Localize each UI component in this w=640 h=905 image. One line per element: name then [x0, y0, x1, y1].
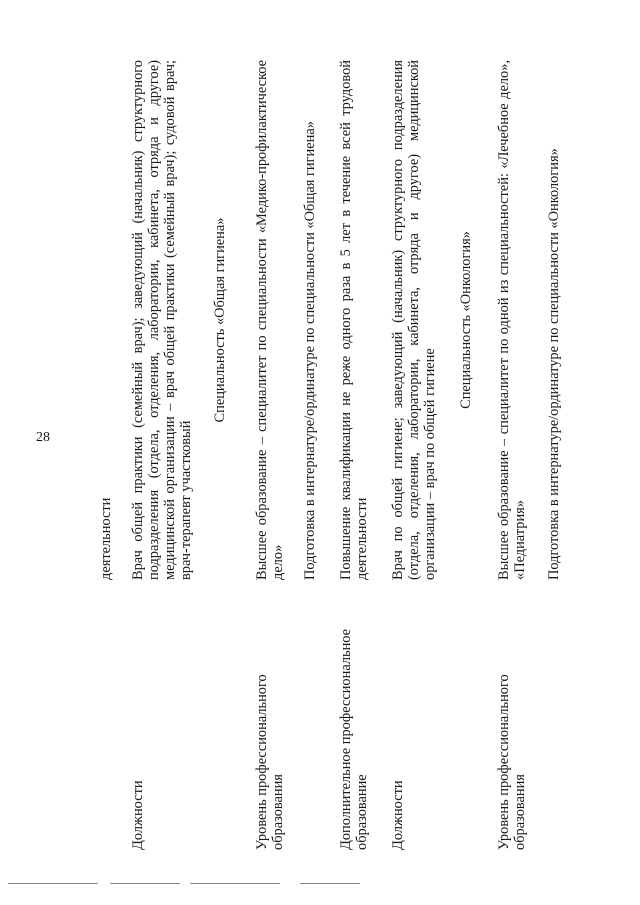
general-hygiene-positions: Врач по общей гигиене; заведующий (начальник) структурного подразделения (отдела, отделения, лаборатории, кабинета, отряда и другое) медицинской организации – врач по общей гигиене [390, 60, 438, 580]
general-hygiene-education: Высшее образование – специалитет по специальности «Медико-профилактическое дело» [254, 60, 286, 580]
oncology-education: Высшее образование – специалитет по одной из специальностей: «Лечебное дело», «Педиатрия» [496, 60, 528, 580]
continuation-text: деятельности [98, 497, 114, 580]
general-hygiene-additional: Повышение квалификации не реже одного раза в 5 лет в течение всей трудовой деятельности [338, 60, 370, 580]
specialty-header-general-hygiene: Специальность «Общая гигиена» [212, 217, 228, 423]
positions-label: Должности [390, 780, 406, 850]
additional-education-label: Дополнительное профессиональное образование [338, 628, 370, 850]
positions-label: Должности [130, 780, 146, 850]
oncology-training: Подготовка в интернатуре/ординатуре по специальности «Онкология» [546, 148, 562, 580]
general-hygiene-training: Подготовка в интернатуре/ординатуре по специальности «Общая гигиена» [302, 121, 318, 580]
specialty-header-oncology: Специальность «Онкология» [458, 231, 474, 409]
scan-edge-marks [0, 883, 640, 887]
education-level-label: Уровень профессионального образования [254, 674, 286, 850]
page-number: 28 [36, 430, 50, 445]
rotated-page-content [96, 30, 616, 850]
general-practice-positions: Врач общей практики (семейный врач); заведующий (начальник) структурного подразделения (отдела, отделения, лаборатории, кабинета, отряда и другое) медицинской организации – врач общей практики (семейный врач); судовой врач; врач-терапевт участковый [130, 60, 194, 580]
education-level-label: Уровень профессионального образования [496, 674, 528, 850]
